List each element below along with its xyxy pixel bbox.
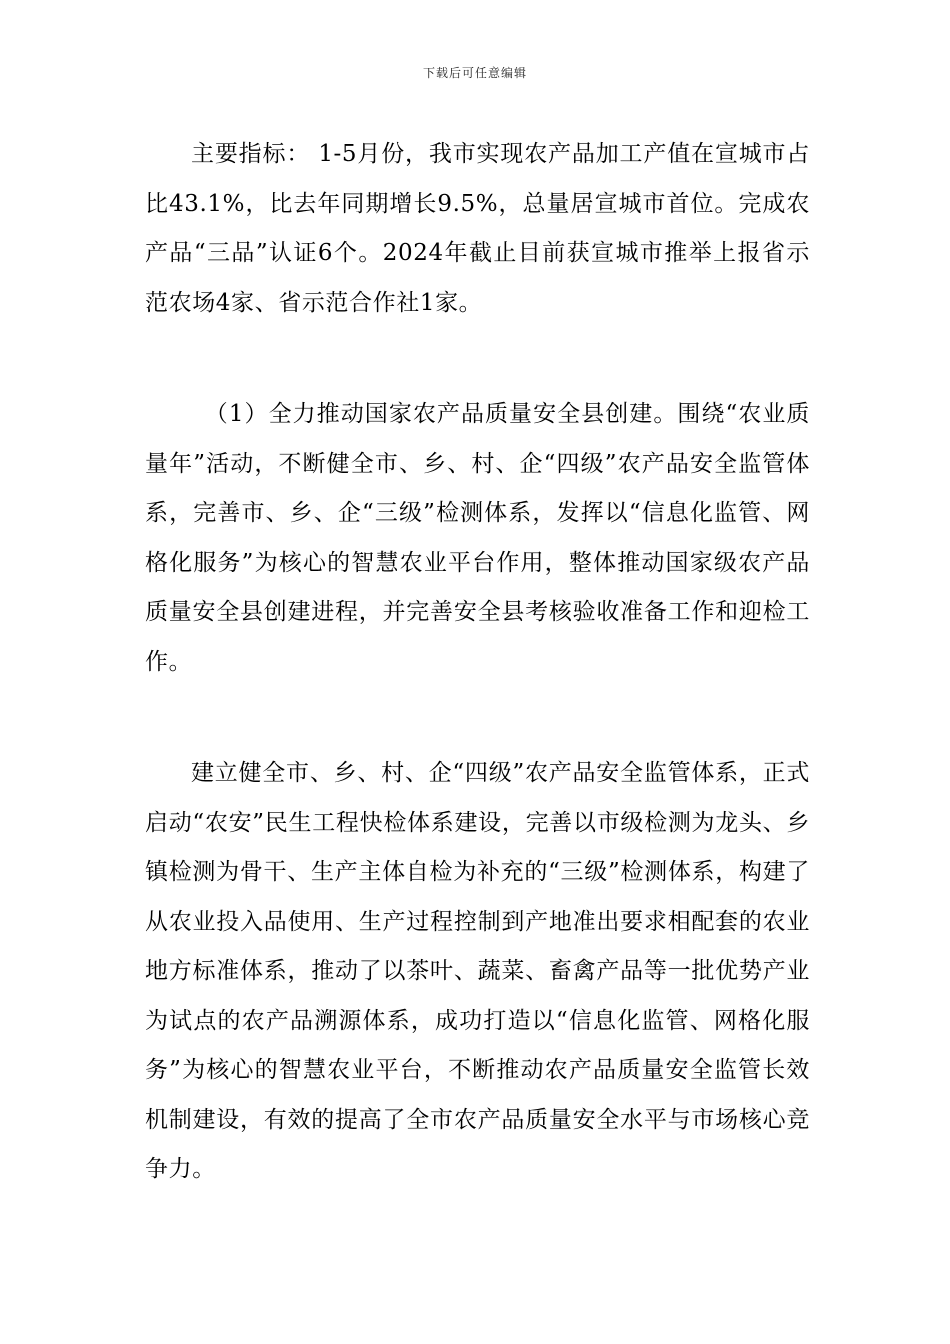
paragraph-supervision-system: 建立健全市、乡、村、企“四级”农产品安全监管体系，正式启动“农安”民生工程快检体系建设，完善以市级检测为龙头、乡镇检测为骨干、生产主体自检为补充的“三级”检测体系，构建了从农业投入品使用、生产过程控制到产地准出要求相配套的农业地方标准体系，推动了以茶叶、蔬菜、畜禽产品等一批优势产业为试点的农产品溯源体系，成功打造以“信息化监管、网格化服务”为核心的智慧农业平台，不断推动农产品质量安全监管长效机制建设，有效的提高了全市农产品质量安全水平与市场核心竞争力。 — [145, 760, 810, 1182]
page-header-note: 下载后可任意编辑 — [422, 66, 527, 80]
paragraph-key-indicators: 主要指标： 1-5月份，我市实现农产品加工产值在宣城市占比43.1%，比去年同期增长9.5%，总量居宣城市首位。完成农产品“三品”认证6个。2024年截止目前获宣城市推举上报省示范农场4家、省示范合作社1家。 — [145, 141, 810, 316]
document-body — [145, 130, 810, 1195]
paragraph-quality-safety-county: （1）全力推动国家农产品质量安全县创建。围绕“农业质量年”活动，不断健全市、乡、村、企“四级”农产品安全监管体系，完善市、乡、企“三级”检测体系，发挥以“信息化监管、网格化服务”为核心的智慧农业平台作用，整体推动国家级农产品质量安全县创建进程，并完善安全县考核验收准备工作和迎检工作。 — [145, 401, 810, 675]
